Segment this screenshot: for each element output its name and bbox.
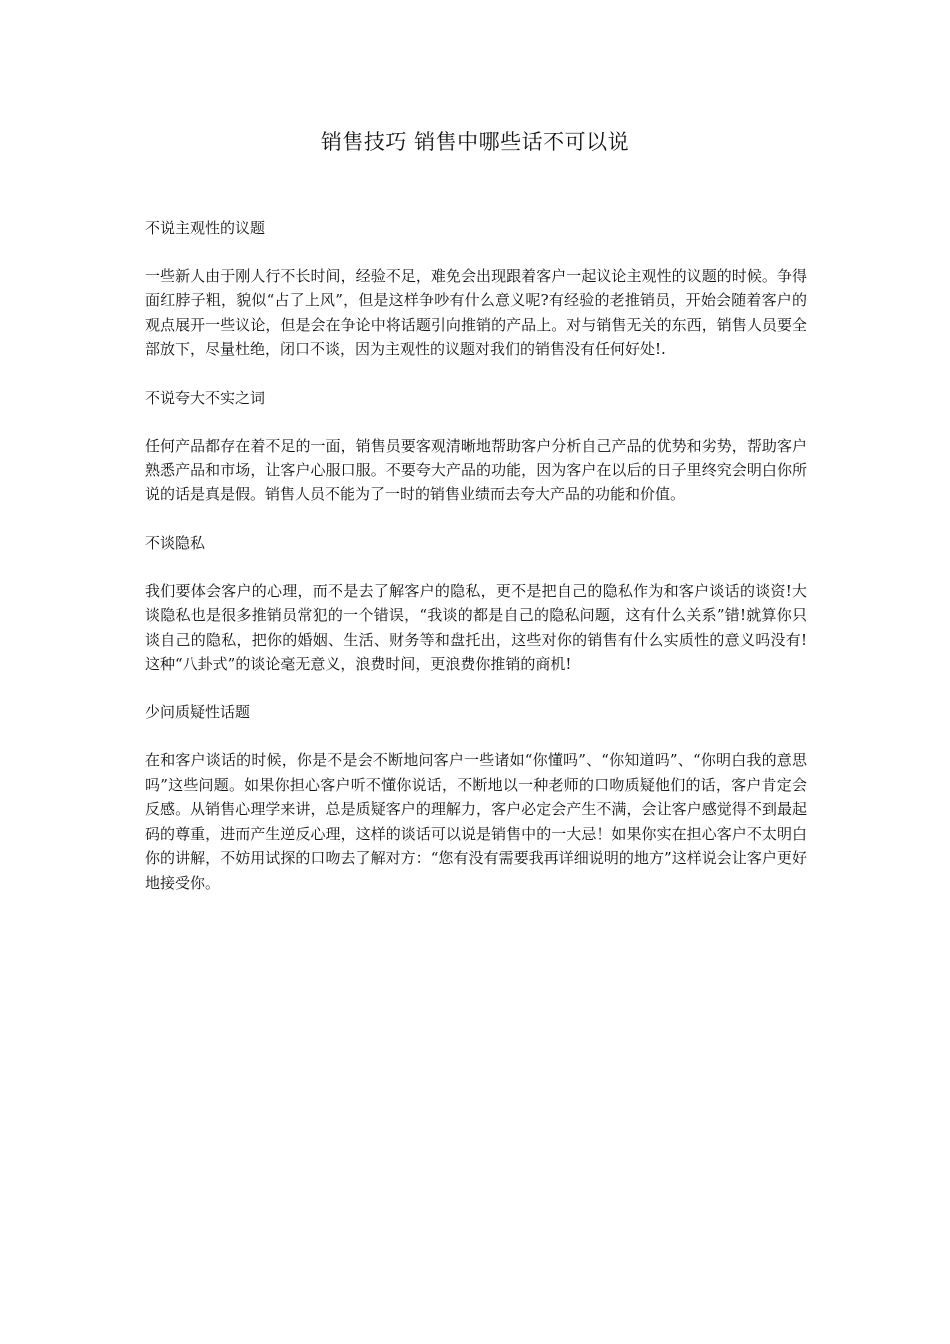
section-heading: 不谈隐私: [145, 533, 206, 552]
section-heading: 不说主观性的议题: [145, 219, 266, 237]
section-paragraph: 我们要体会客户的心理，而不是去了解客户的隐私，更不是把自己的隐私作为和客户谈话的谈资!大谈隐私也是很多推销员常犯的一个错误，“我谈的都是自己的隐私问题，这有什么关系”错!就算你只谈自己的隐私，把你的婚姻、生活、财务等和盘托出，这些对你的销售有什么实质性的意义吗没有!这种“八卦式”的谈论毫无意义，浪费时间，更浪费你推销的商机!: [145, 581, 807, 674]
section-paragraph: 一些新人由于刚人行不长时间，经验不足，难免会出现跟着客户一起议论主观性的议题的时候。争得面红脖子粗，貌似“占了上风”，但是这样争吵有什么意义呢?有经验的老推销员，开始会随着客户的观点展开一些议论，但是会在争论中将话题引向推销的产品上。对与销售无关的东西，销售人员要全部放下，尽量杜绝，闭口不谈，因为主观性的议题对我们的销售没有任何好处!.: [145, 267, 807, 359]
section-subjective-topics: [145, 214, 807, 362]
section-paragraph: 任何产品都存在着不足的一面，销售员要客观清晰地帮助客户分析自己产品的优势和劣势，帮助客户熟悉产品和市场，让客户心服口服。不要夸大产品的功能，因为客户在以后的日子里终究会明白你所说的话是真是假。销售人员不能为了一时的销售业绩而去夸大产品的功能和价值。: [145, 436, 807, 504]
section-paragraph: 在和客户谈话的时候，你是不是会不断地问客户一些诸如“你懂吗”、“你知道吗”、“你明白我的意思吗”这些问题。如果你担心客户听不懂你说话，不断地以一种老师的口吻质疑他们的话，客户肯定会反感。从销售心理学来讲，总是质疑客户的理解力，客户必定会产生不满，会让客户感觉得不到最起码的尊重，进而产生逆反心理，这样的谈话可以说是销售中的一大忌！如果你实在担心客户不太明白你的讲解，不妨用试探的口吻去了解对方：“您有没有需要我再详细说明的地方”这样说会让客户更好地接受你。: [145, 751, 807, 892]
section-fewer-doubting-questions: [145, 698, 807, 894]
section-heading: 不说夸大不实之词: [145, 388, 266, 407]
section-no-exaggeration: [145, 384, 807, 507]
section-heading: 少问质疑性话题: [145, 703, 251, 722]
section-no-privacy: [145, 529, 807, 677]
document-title: 销售技巧 销售中哪些话不可以说: [320, 130, 630, 154]
document-content: [145, 214, 807, 917]
